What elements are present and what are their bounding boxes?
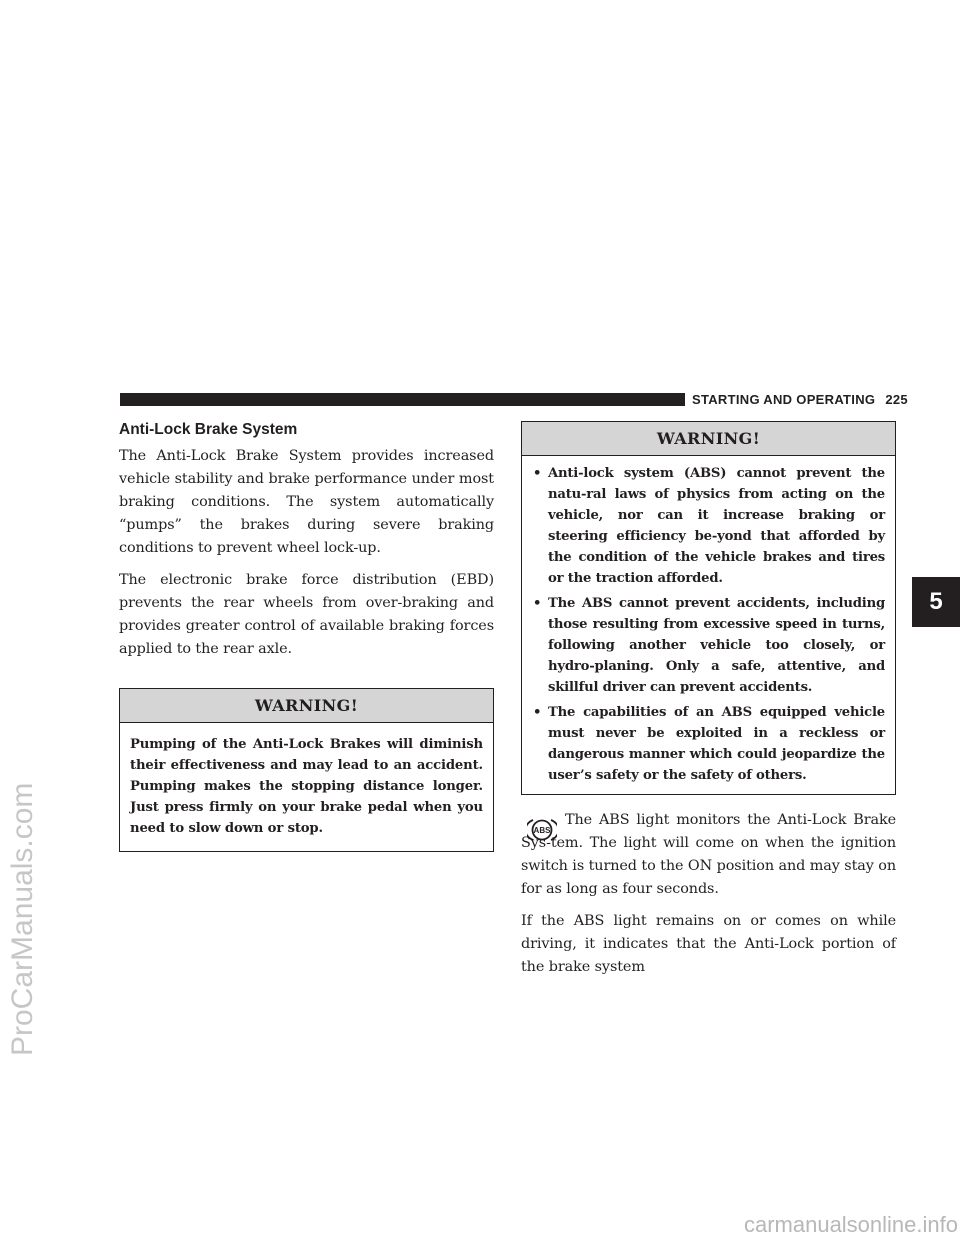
ebd-paragraph: The electronic brake force distribution (EBD) prevents the rear wheels from over-braking and provides greater control of available braking forces applied to the rear axle. <box>119 572 494 657</box>
warning-list-item <box>532 463 885 589</box>
warning-item-text: The capabilities of an ABS equipped vehicle must never be exploited in a reckless or dangerous manner which could jeopardize the user’s safety or the safety of others. <box>548 705 885 783</box>
left-column <box>119 419 494 852</box>
abs-light-paragraph-block <box>521 809 896 901</box>
abs-warning-light-icon <box>527 817 557 843</box>
intro-paragraph: The Anti-Lock Brake System provides increased vehicle stability and brake performance under most braking conditions. The system automatically “pumps” the brakes during severe braking conditions to prevent wheel lock-up. <box>119 448 494 556</box>
warning-title: WARNING! <box>522 422 895 456</box>
warning-box-pumping <box>119 688 494 852</box>
section-heading: Anti-Lock Brake System <box>119 421 298 438</box>
warning-list-item <box>532 702 885 786</box>
warning-list-item <box>532 593 885 698</box>
side-watermark: ProCarManuals.com <box>6 782 39 1056</box>
warning-title: WARNING! <box>120 689 493 723</box>
bullet: • <box>533 596 542 611</box>
section-title: STARTING AND OPERATING <box>692 392 876 407</box>
header-rule <box>120 393 685 406</box>
warning-list <box>522 456 895 794</box>
bullet: • <box>533 466 542 481</box>
right-column <box>521 421 896 988</box>
running-header <box>692 391 908 409</box>
bullet: • <box>533 705 542 720</box>
abs-light-paragraph: The ABS light monitors the Anti-Lock Brake Sys-tem. The light will come on when the ignition switch is turned to the ON position and may stay on for as long as four seconds. <box>521 812 896 897</box>
warning-box-abs-limits <box>521 421 896 795</box>
bottom-watermark: carmanualsonline.info <box>743 1212 958 1237</box>
warning-item-text: Anti-lock system (ABS) cannot prevent the natu-ral laws of physics from acting on the vehicle, nor can it increase braking or steering efficiency be-yond that afforded by the condition of the vehicle brakes and tires or the traction afforded. <box>548 466 885 586</box>
abs-icon-label: ABS <box>533 826 551 835</box>
warning-text: Pumping of the Anti-Lock Brakes will diminish their effectiveness and may lead to an accident. Pumping makes the stopping distance longer. Just press firmly on your brake pedal when you need to slow down or stop. <box>130 737 483 836</box>
warning-item-text: The ABS cannot prevent accidents, including those resulting from excessive speed in turns, following another vehicle too closely, or hydro-planing. Only a safe, attentive, and skillful driver can prevent accidents. <box>548 596 885 695</box>
page-number: 225 <box>885 392 908 407</box>
chapter-tab: 5 <box>912 577 960 627</box>
abs-remains-on-paragraph: If the ABS light remains on or comes on while driving, it indicates that the Anti-Lock portion of the brake system <box>521 913 896 975</box>
